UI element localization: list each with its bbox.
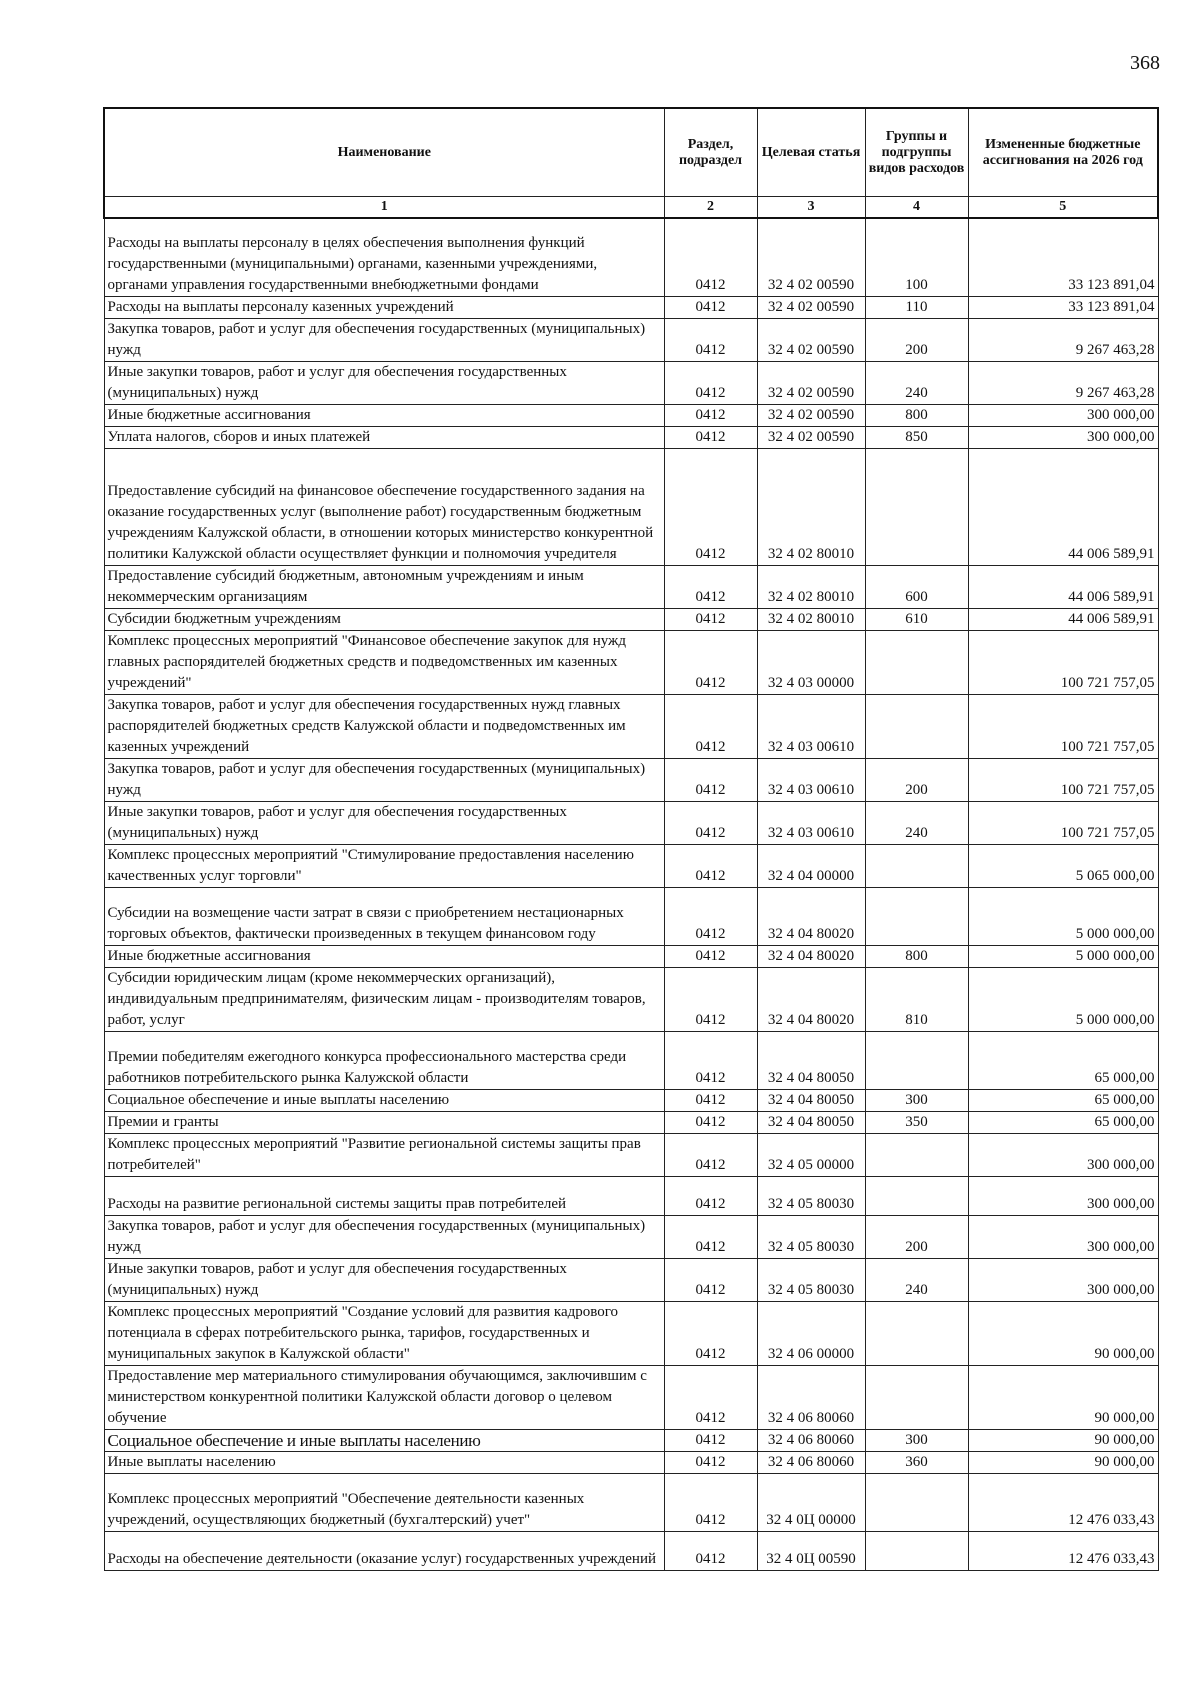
cell-section: 0412 <box>664 694 757 758</box>
cell-group: 350 <box>865 1111 968 1133</box>
cell-name: Иные закупки товаров, работ и услуг для обеспечения государственных (муниципальных) нужд <box>104 361 664 404</box>
table-row <box>104 1451 1158 1473</box>
table-row <box>104 318 1158 361</box>
cell-name: Социальное обеспечение и иные выплаты населению <box>104 1429 664 1451</box>
cell-name: Расходы на обеспечение деятельности (оказание услуг) государственных учреждений <box>104 1531 664 1570</box>
column-number: 2 <box>664 197 757 219</box>
table-row <box>104 630 1158 694</box>
cell-group <box>865 630 968 694</box>
header-section: Раздел, подраздел <box>664 108 757 197</box>
column-number: 3 <box>757 197 865 219</box>
cell-section: 0412 <box>664 967 757 1031</box>
table-row <box>104 801 1158 844</box>
cell-group <box>865 1531 968 1570</box>
cell-amount: 65 000,00 <box>968 1111 1158 1133</box>
cell-name: Закупка товаров, работ и услуг для обеспечения государственных (муниципальных) нужд <box>104 1215 664 1258</box>
cell-target: 32 4 03 00610 <box>757 694 865 758</box>
cell-target: 32 4 04 80020 <box>757 887 865 945</box>
cell-section: 0412 <box>664 565 757 608</box>
cell-target: 32 4 02 80010 <box>757 608 865 630</box>
cell-name: Иные выплаты населению <box>104 1451 664 1473</box>
header-target: Целевая статья <box>757 108 865 197</box>
cell-amount: 300 000,00 <box>968 1176 1158 1215</box>
cell-name: Комплекс процессных мероприятий "Создание условий для развития кадрового потенциала в сферах потребительского рынка, тарифов, государственных и муниципальных закупок в Калужской области" <box>104 1301 664 1365</box>
column-number: 1 <box>104 197 664 219</box>
cell-group: 300 <box>865 1089 968 1111</box>
cell-section: 0412 <box>664 801 757 844</box>
cell-section: 0412 <box>664 844 757 887</box>
cell-amount: 44 006 589,91 <box>968 608 1158 630</box>
cell-name: Закупка товаров, работ и услуг для обеспечения государственных нужд главных распорядителей бюджетных средств Калужской области и подведомственных им казенных учреждений <box>104 694 664 758</box>
cell-group <box>865 844 968 887</box>
table-row <box>104 1473 1158 1531</box>
cell-target: 32 4 03 00610 <box>757 758 865 801</box>
cell-name: Субсидии бюджетным учреждениям <box>104 608 664 630</box>
cell-section: 0412 <box>664 1301 757 1365</box>
cell-target: 32 4 05 80030 <box>757 1176 865 1215</box>
cell-section: 0412 <box>664 1133 757 1176</box>
cell-target: 32 4 06 80060 <box>757 1451 865 1473</box>
cell-section: 0412 <box>664 1111 757 1133</box>
table-row <box>104 404 1158 426</box>
cell-group: 200 <box>865 318 968 361</box>
cell-target: 32 4 06 80060 <box>757 1429 865 1451</box>
cell-target: 32 4 02 80010 <box>757 565 865 608</box>
table-row <box>104 887 1158 945</box>
header-name: Наименование <box>104 108 664 197</box>
cell-section: 0412 <box>664 1531 757 1570</box>
cell-target: 32 4 03 00610 <box>757 801 865 844</box>
cell-section: 0412 <box>664 630 757 694</box>
cell-amount: 300 000,00 <box>968 426 1158 448</box>
cell-amount: 5 000 000,00 <box>968 887 1158 945</box>
table-row <box>104 1089 1158 1111</box>
cell-section: 0412 <box>664 1451 757 1473</box>
cell-target: 32 4 06 80060 <box>757 1365 865 1429</box>
cell-name: Комплекс процессных мероприятий "Развитие региональной системы защиты прав потребителей" <box>104 1133 664 1176</box>
table-row <box>104 361 1158 404</box>
cell-name: Иные закупки товаров, работ и услуг для обеспечения государственных (муниципальных) нужд <box>104 1258 664 1301</box>
table-row <box>104 945 1158 967</box>
cell-section: 0412 <box>664 361 757 404</box>
cell-amount: 90 000,00 <box>968 1451 1158 1473</box>
cell-section: 0412 <box>664 296 757 318</box>
cell-group: 110 <box>865 296 968 318</box>
cell-group: 810 <box>865 967 968 1031</box>
cell-amount: 90 000,00 <box>968 1365 1158 1429</box>
cell-amount: 33 123 891,04 <box>968 218 1158 296</box>
cell-name: Премии победителям ежегодного конкурса профессионального мастерства среди работников потребительского рынка Калужской области <box>104 1031 664 1089</box>
cell-group: 300 <box>865 1429 968 1451</box>
cell-section: 0412 <box>664 1176 757 1215</box>
cell-section: 0412 <box>664 318 757 361</box>
column-number: 4 <box>865 197 968 219</box>
cell-name: Социальное обеспечение и иные выплаты населению <box>104 1089 664 1111</box>
cell-group <box>865 1176 968 1215</box>
cell-section: 0412 <box>664 1473 757 1531</box>
cell-name: Иные закупки товаров, работ и услуг для обеспечения государственных (муниципальных) нужд <box>104 801 664 844</box>
cell-amount: 9 267 463,28 <box>968 361 1158 404</box>
cell-group <box>865 1031 968 1089</box>
table-row <box>104 1301 1158 1365</box>
header-group: Группы и подгруппы видов расходов <box>865 108 968 197</box>
cell-section: 0412 <box>664 1215 757 1258</box>
table-row <box>104 844 1158 887</box>
cell-section: 0412 <box>664 1258 757 1301</box>
table-row <box>104 448 1158 565</box>
cell-section: 0412 <box>664 887 757 945</box>
table-row <box>104 967 1158 1031</box>
cell-target: 32 4 04 80020 <box>757 967 865 1031</box>
cell-group: 600 <box>865 565 968 608</box>
cell-name: Предоставление мер материального стимулирования обучающимся, заключившим с министерством конкурентной политики Калужской области договор о целевом обучение <box>104 1365 664 1429</box>
cell-group: 200 <box>865 1215 968 1258</box>
cell-group: 200 <box>865 758 968 801</box>
cell-group: 240 <box>865 1258 968 1301</box>
cell-target: 32 4 04 80050 <box>757 1111 865 1133</box>
cell-group <box>865 1365 968 1429</box>
cell-name: Иные бюджетные ассигнования <box>104 404 664 426</box>
cell-group <box>865 1133 968 1176</box>
cell-group: 100 <box>865 218 968 296</box>
table-row <box>104 426 1158 448</box>
cell-amount: 5 000 000,00 <box>968 945 1158 967</box>
table-row <box>104 758 1158 801</box>
cell-name: Комплекс процессных мероприятий "Стимулирование предоставления населению качественных услуг торговли" <box>104 844 664 887</box>
cell-section: 0412 <box>664 404 757 426</box>
cell-name: Премии и гранты <box>104 1111 664 1133</box>
cell-group: 800 <box>865 404 968 426</box>
cell-amount: 12 476 033,43 <box>968 1473 1158 1531</box>
cell-section: 0412 <box>664 945 757 967</box>
table-row <box>104 608 1158 630</box>
table-row <box>104 694 1158 758</box>
cell-group: 610 <box>865 608 968 630</box>
cell-target: 32 4 02 00590 <box>757 361 865 404</box>
cell-target: 32 4 02 00590 <box>757 404 865 426</box>
cell-amount: 300 000,00 <box>968 1215 1158 1258</box>
cell-amount: 300 000,00 <box>968 404 1158 426</box>
header-row <box>104 108 1158 197</box>
cell-name: Расходы на развитие региональной системы защиты прав потребителей <box>104 1176 664 1215</box>
cell-name: Субсидии юридическим лицам (кроме некоммерческих организаций), индивидуальным предпринимателям, физическим лицам - производителям товаров, работ, услуг <box>104 967 664 1031</box>
cell-group: 240 <box>865 361 968 404</box>
cell-section: 0412 <box>664 1365 757 1429</box>
cell-group <box>865 1473 968 1531</box>
cell-amount: 100 721 757,05 <box>968 694 1158 758</box>
table-row <box>104 1258 1158 1301</box>
cell-group: 360 <box>865 1451 968 1473</box>
column-number: 5 <box>968 197 1158 219</box>
cell-amount: 90 000,00 <box>968 1301 1158 1365</box>
cell-amount: 100 721 757,05 <box>968 758 1158 801</box>
cell-target: 32 4 03 00000 <box>757 630 865 694</box>
cell-section: 0412 <box>664 218 757 296</box>
cell-amount: 5 065 000,00 <box>968 844 1158 887</box>
column-number-row <box>104 197 1158 219</box>
cell-amount: 12 476 033,43 <box>968 1531 1158 1570</box>
table-row <box>104 1111 1158 1133</box>
cell-name: Предоставление субсидий бюджетным, автономным учреждениям и иным некоммерческим организациям <box>104 565 664 608</box>
cell-target: 32 4 04 80050 <box>757 1031 865 1089</box>
cell-amount: 300 000,00 <box>968 1258 1158 1301</box>
cell-section: 0412 <box>664 1031 757 1089</box>
cell-name: Иные бюджетные ассигнования <box>104 945 664 967</box>
cell-name: Субсидии на возмещение части затрат в связи с приобретением нестационарных торговых объектов, фактически произведенных в текущем финансовом году <box>104 887 664 945</box>
cell-target: 32 4 0Ц 00590 <box>757 1531 865 1570</box>
cell-amount: 5 000 000,00 <box>968 967 1158 1031</box>
cell-target: 32 4 04 80020 <box>757 945 865 967</box>
cell-target: 32 4 02 00590 <box>757 296 865 318</box>
cell-name: Расходы на выплаты персоналу казенных учреждений <box>104 296 664 318</box>
page-number: 368 <box>1130 52 1160 74</box>
table-row <box>104 1531 1158 1570</box>
cell-section: 0412 <box>664 448 757 565</box>
cell-group <box>865 1301 968 1365</box>
cell-name: Расходы на выплаты персоналу в целях обеспечения выполнения функций государственными (муниципальными) органами, казенными учреждениями, органами управления государственными внебюджетными фондами <box>104 218 664 296</box>
cell-section: 0412 <box>664 426 757 448</box>
cell-target: 32 4 02 00590 <box>757 218 865 296</box>
cell-target: 32 4 05 00000 <box>757 1133 865 1176</box>
table-row <box>104 1031 1158 1089</box>
cell-section: 0412 <box>664 608 757 630</box>
cell-target: 32 4 02 80010 <box>757 448 865 565</box>
table-body <box>104 218 1158 1570</box>
table-row <box>104 565 1158 608</box>
table-row <box>104 1176 1158 1215</box>
cell-group: 850 <box>865 426 968 448</box>
cell-group <box>865 887 968 945</box>
cell-target: 32 4 05 80030 <box>757 1215 865 1258</box>
cell-amount: 9 267 463,28 <box>968 318 1158 361</box>
cell-amount: 100 721 757,05 <box>968 630 1158 694</box>
cell-name: Закупка товаров, работ и услуг для обеспечения государственных (муниципальных) нужд <box>104 318 664 361</box>
cell-section: 0412 <box>664 758 757 801</box>
cell-target: 32 4 02 00590 <box>757 426 865 448</box>
cell-name: Комплекс процессных мероприятий "Обеспечение деятельности казенных учреждений, осуществляющих бюджетный (бухгалтерский) учет" <box>104 1473 664 1531</box>
cell-target: 32 4 05 80030 <box>757 1258 865 1301</box>
cell-amount: 44 006 589,91 <box>968 565 1158 608</box>
cell-section: 0412 <box>664 1429 757 1451</box>
cell-amount: 65 000,00 <box>968 1031 1158 1089</box>
cell-target: 32 4 04 00000 <box>757 844 865 887</box>
table-row <box>104 1429 1158 1451</box>
cell-target: 32 4 02 00590 <box>757 318 865 361</box>
cell-group <box>865 694 968 758</box>
header-amount: Измененные бюджетные ассигнования на 2026 год <box>968 108 1158 197</box>
cell-amount: 90 000,00 <box>968 1429 1158 1451</box>
cell-name: Предоставление субсидий на финансовое обеспечение государственного задания на оказание государственных услуг (выполнение работ) государственным бюджетным учреждениям Калужской области, в отношении которых министерство конкурентной политики Калужской области осуществляет функции и полномочия учредителя <box>104 448 664 565</box>
cell-amount: 100 721 757,05 <box>968 801 1158 844</box>
table-row <box>104 218 1158 296</box>
cell-target: 32 4 04 80050 <box>757 1089 865 1111</box>
cell-group: 800 <box>865 945 968 967</box>
budget-table <box>103 107 1159 1571</box>
table-row <box>104 296 1158 318</box>
cell-target: 32 4 0Ц 00000 <box>757 1473 865 1531</box>
cell-name: Закупка товаров, работ и услуг для обеспечения государственных (муниципальных) нужд <box>104 758 664 801</box>
cell-amount: 300 000,00 <box>968 1133 1158 1176</box>
table-row <box>104 1365 1158 1429</box>
cell-amount: 33 123 891,04 <box>968 296 1158 318</box>
cell-target: 32 4 06 00000 <box>757 1301 865 1365</box>
table-row <box>104 1133 1158 1176</box>
table-row <box>104 1215 1158 1258</box>
cell-name: Уплата налогов, сборов и иных платежей <box>104 426 664 448</box>
cell-group: 240 <box>865 801 968 844</box>
cell-amount: 44 006 589,91 <box>968 448 1158 565</box>
cell-section: 0412 <box>664 1089 757 1111</box>
cell-group <box>865 448 968 565</box>
cell-amount: 65 000,00 <box>968 1089 1158 1111</box>
cell-name: Комплекс процессных мероприятий "Финансовое обеспечение закупок для нужд главных распорядителей бюджетных средств и подведомственных им казенных учреждений" <box>104 630 664 694</box>
